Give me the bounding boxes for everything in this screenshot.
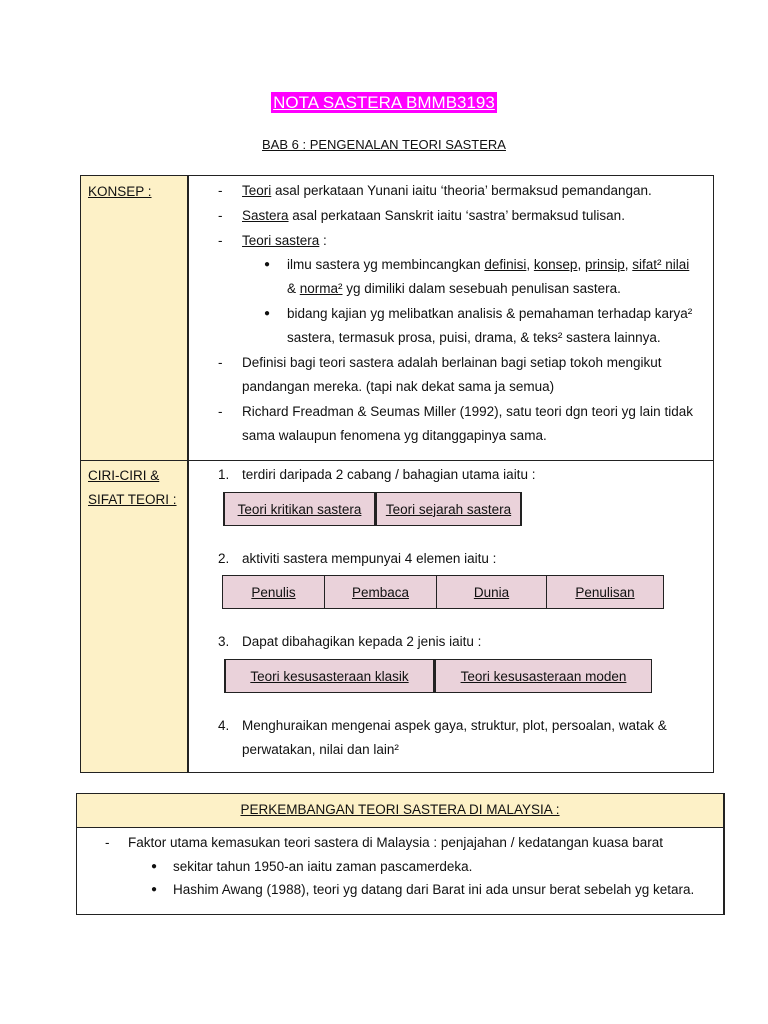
bullet-marker: ● xyxy=(264,308,271,319)
konsep-bullet-1-line-a: ilmu sastera yg membincangkan definisi, konsep, prinsip, sifat² nilai xyxy=(287,257,690,272)
perkembangan-header: PERKEMBANGAN TEORI SASTERA DI MALAYSIA : xyxy=(77,794,723,828)
konsep-bullet-2-line-b: sastera, termasuk prosa, puisi, drama, & teks² sastera lainnya. xyxy=(287,330,661,345)
box-penulis: Penulis xyxy=(222,575,325,609)
row-divider xyxy=(81,460,713,461)
cabang-boxes xyxy=(223,492,522,526)
konsep-freadman-line-b: sama walaupun fenomena yg ditanggapinya sama. xyxy=(242,428,547,443)
dash-marker: - xyxy=(218,208,223,223)
bullet-marker: ● xyxy=(264,259,271,270)
konsep-label: KONSEP : xyxy=(88,184,152,199)
box-teori-sejarah: Teori sejarah sastera xyxy=(375,492,522,526)
document-title: NOTA SASTERA BMMB3193 xyxy=(273,93,495,112)
konsep-line-sastera: Sastera asal perkataan Sanskrit iaitu ‘sastra’ bermaksud tulisan. xyxy=(242,208,625,223)
item-number: 3. xyxy=(218,634,230,649)
konsep-line-teori-sastera: Teori sastera : xyxy=(242,233,327,248)
box-dunia: Dunia xyxy=(437,575,547,609)
chapter-subtitle: BAB 6 : PENGENALAN TEORI SASTERA xyxy=(262,137,506,152)
dash-marker: - xyxy=(218,355,223,370)
ciri-item-1: terdiri daripada 2 cabang / bahagian utama iaitu : xyxy=(242,467,536,482)
ciri-item-2: aktiviti sastera mempunyai 4 elemen iaitu : xyxy=(242,551,497,566)
ciri-label-line-a: CIRI-CIRI & xyxy=(88,468,160,483)
box-pembaca: Pembaca xyxy=(325,575,437,609)
box-teori-klasik: Teori kesusasteraan klasik xyxy=(224,659,434,693)
konsep-definisi-line-b: pandangan mereka. (tapi nak dekat sama ja semua) xyxy=(242,379,555,394)
konsep-freadman-line-a: Richard Freadman & Seumas Miller (1992), satu teori dgn teori yg lain tidak xyxy=(242,404,693,419)
dash-marker: - xyxy=(105,835,110,850)
box-penulisan: Penulisan xyxy=(547,575,664,609)
dash-marker: - xyxy=(218,233,223,248)
jenis-boxes xyxy=(224,659,652,693)
perkembangan-bullet-2: Hashim Awang (1988), teori yg datang dari Barat ini ada unsur berat sebelah yg ketara. xyxy=(173,882,695,897)
dash-marker: - xyxy=(218,183,223,198)
perkembangan-line-1: Faktor utama kemasukan teori sastera di Malaysia : penjajahan / kedatangan kuasa barat xyxy=(128,835,664,850)
konsep-bullet-2-line-a: bidang kajian yg melibatkan analisis & pemahaman terhadap karya² xyxy=(287,306,693,321)
item-number: 2. xyxy=(218,551,230,566)
dash-marker: - xyxy=(218,404,223,419)
box-teori-moden: Teori kesusasteraan moden xyxy=(434,659,652,693)
bullet-marker: ● xyxy=(151,861,158,872)
item-number: 4. xyxy=(218,718,230,733)
item-number: 1. xyxy=(218,467,230,482)
perkembangan-bullet-1: sekitar tahun 1950-an iaitu zaman pascamerdeka. xyxy=(173,859,473,874)
elemen-boxes xyxy=(222,575,664,609)
ciri-item-4-line-a: Menghuraikan mengenai aspek gaya, struktur, plot, persoalan, watak & xyxy=(242,718,667,733)
konsep-ciri-table xyxy=(80,175,714,773)
box-teori-kritikan: Teori kritikan sastera xyxy=(223,492,375,526)
ciri-label-line-b: SIFAT TEORI : xyxy=(88,492,177,507)
konsep-definisi-line-a: Definisi bagi teori sastera adalah berlainan bagi setiap tokoh mengikut xyxy=(242,355,662,370)
konsep-bullet-1-line-b: & norma² yg dimiliki dalam sesebuah penulisan sastera. xyxy=(287,281,621,296)
ciri-item-4-line-b: perwatakan, nilai dan lain² xyxy=(242,742,399,757)
ciri-item-3: Dapat dibahagikan kepada 2 jenis iaitu : xyxy=(242,634,482,649)
konsep-line-teori: Teori asal perkataan Yunani iaitu ‘theoria’ bermaksud pemandangan. xyxy=(242,183,652,198)
bullet-marker: ● xyxy=(151,884,158,895)
perkembangan-table xyxy=(76,793,725,915)
